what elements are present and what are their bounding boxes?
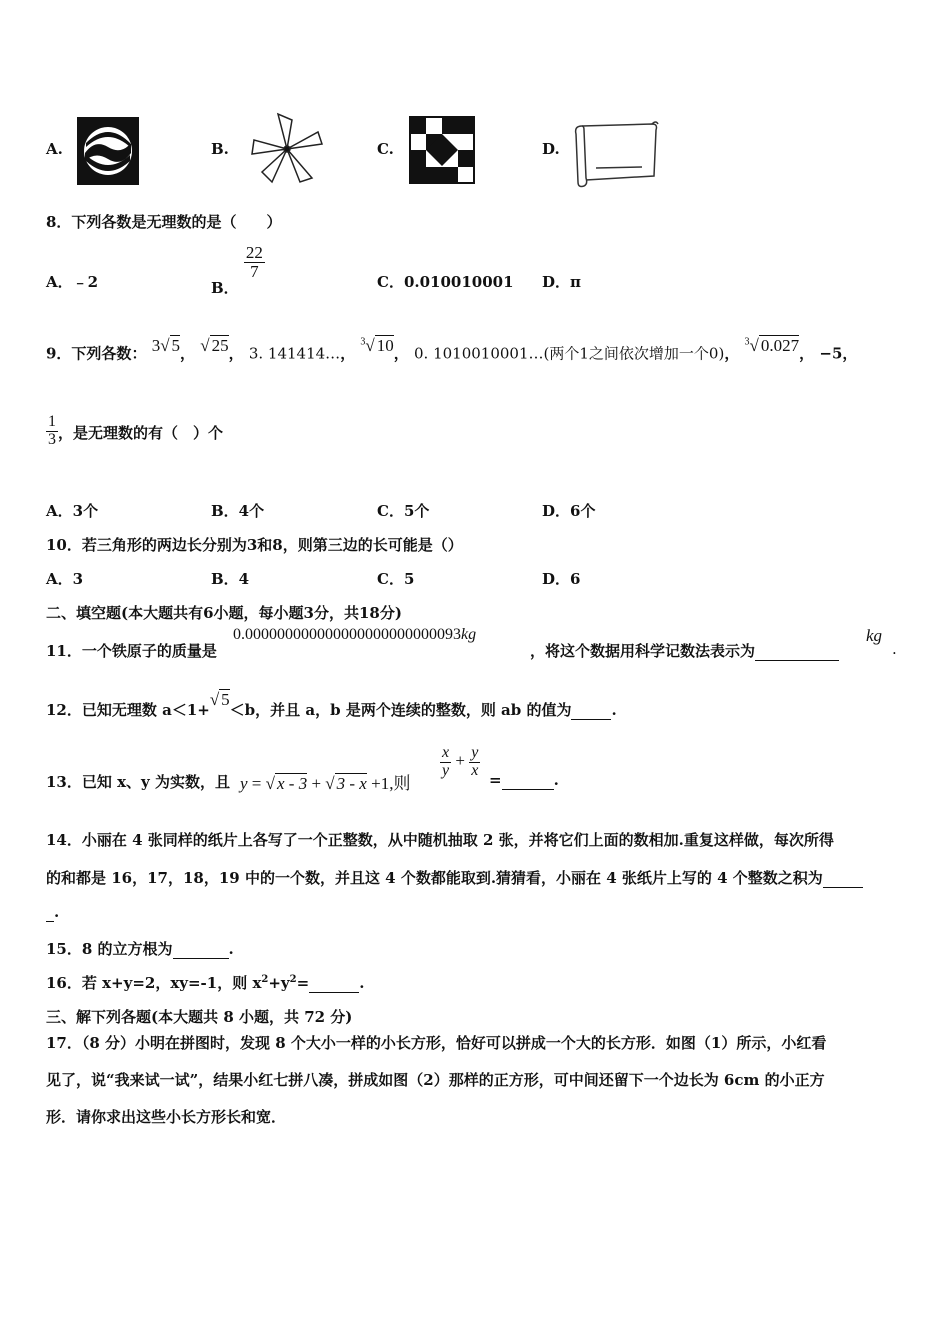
q9-stem-tail: $\frac{1}{3}$ ，是无理数的有（ ）个 xyxy=(48,413,224,448)
q12-stem: 12．已知无理数 a＜1+√ 5＜b，并且 a，b 是两个连续的整数，则 ab 的值为 . xyxy=(46,690,617,719)
q17-line-3: 形．请你求出这些小长方形长和宽． xyxy=(46,1108,287,1126)
q8-option-a: A．﹣2 xyxy=(46,273,99,291)
q11-stem-post: ，将这个数据用科学记数法表示为 xyxy=(530,640,839,661)
option-b-label: B. xyxy=(211,140,229,158)
q10-option-b: B．4 xyxy=(211,570,250,588)
q10-stem: 10．若三角形的两边长分别为3和8，则第三边的长可能是（） xyxy=(46,536,463,554)
q14-line-2: 的和都是 16，17，18，19 中的一个数，并且这 4 个数都能取到.猜猜看，小丽在 4 张纸片上写的 4 个整数之积为 xyxy=(46,867,863,888)
q9-option-a: A．3个 xyxy=(46,502,99,520)
q10-option-c: C．5 xyxy=(377,570,415,588)
q17-line-1: 17．（8 分）小明在拼图时，发现 8 个大小一样的小长方形，恰好可以拼成一个大的长方形．如图（1）所示，小红看 xyxy=(46,1034,827,1052)
q9-option-d: D．6个 xyxy=(542,502,596,520)
q13-fraction-expr: $\frac{x}{y}$ + $\frac{y}{x}$ xyxy=(442,744,479,779)
q14-line-1: 14．小丽在 4 张同样的纸片上各写了一个正整数，从中随机抽取 2 张，并将它们上面的数相加.重复这样做，每次所得 xyxy=(46,831,834,849)
q17-line-2: 见了，说“我来试一试”，结果小红七拼八凑，拼成如图（2）那样的正方形，可中间还留下一个边长为 6cm 的小正方 xyxy=(46,1071,825,1089)
q15-stem: 15．8 的立方根为 . xyxy=(46,940,234,958)
q9-stem: 9．下列各数： 3√ 5， √ 25， 3. 141414…， $^3$√ 10， 0. 1010010001…(两个1之间依次增加一个0)， $^3$√ 0.027， −5， xyxy=(46,335,858,363)
circle-symbol-icon xyxy=(77,117,139,185)
q8-option-d: D．π xyxy=(542,273,581,291)
section-title-solve: 三、解下列各题(本大题共 8 小题，共 72 分) xyxy=(46,1008,353,1026)
q8-option-c: C．0.010010001 xyxy=(377,273,514,291)
q11-end: . xyxy=(892,640,897,658)
q8-option-b: B． $\frac{22}{7}$ xyxy=(211,243,263,298)
section-title-fill-blank: 二、填空题(本大题共有6小题，每小题3分，共18分) xyxy=(46,604,402,622)
q10-option-a: A．3 xyxy=(46,570,84,588)
q13-answer: = . xyxy=(489,771,559,789)
q10-option-d: D．6 xyxy=(542,570,581,588)
q13-formula: y = √ x - 3 + √ 3 - x +1,则 xyxy=(240,774,411,793)
q11-unit: kg xyxy=(866,626,883,645)
option-d-label: D. xyxy=(542,140,560,158)
option-c-label: C. xyxy=(377,140,394,158)
scroll-icon xyxy=(572,118,660,190)
q16-stem: 16．若 x+y=2，xy=-1，则 $x^2+y^2=$ . xyxy=(46,974,365,992)
option-a-label: A. xyxy=(46,140,63,158)
q11-stem: 11．一个铁原子的质量是 xyxy=(46,642,217,660)
q8-stem: 8．下列各数是无理数的是（ ） xyxy=(46,213,282,231)
q9-option-b: B．4个 xyxy=(211,502,265,520)
q14-line-3: . xyxy=(46,903,59,922)
checker-square-icon xyxy=(409,116,475,184)
q9-option-c: C．5个 xyxy=(377,502,430,520)
q13-stem: 13．已知 x、y 为实数，且 xyxy=(46,773,230,791)
q11-number: 0.000000000000000000000000093kg xyxy=(233,626,477,643)
pinwheel-icon xyxy=(248,110,326,188)
